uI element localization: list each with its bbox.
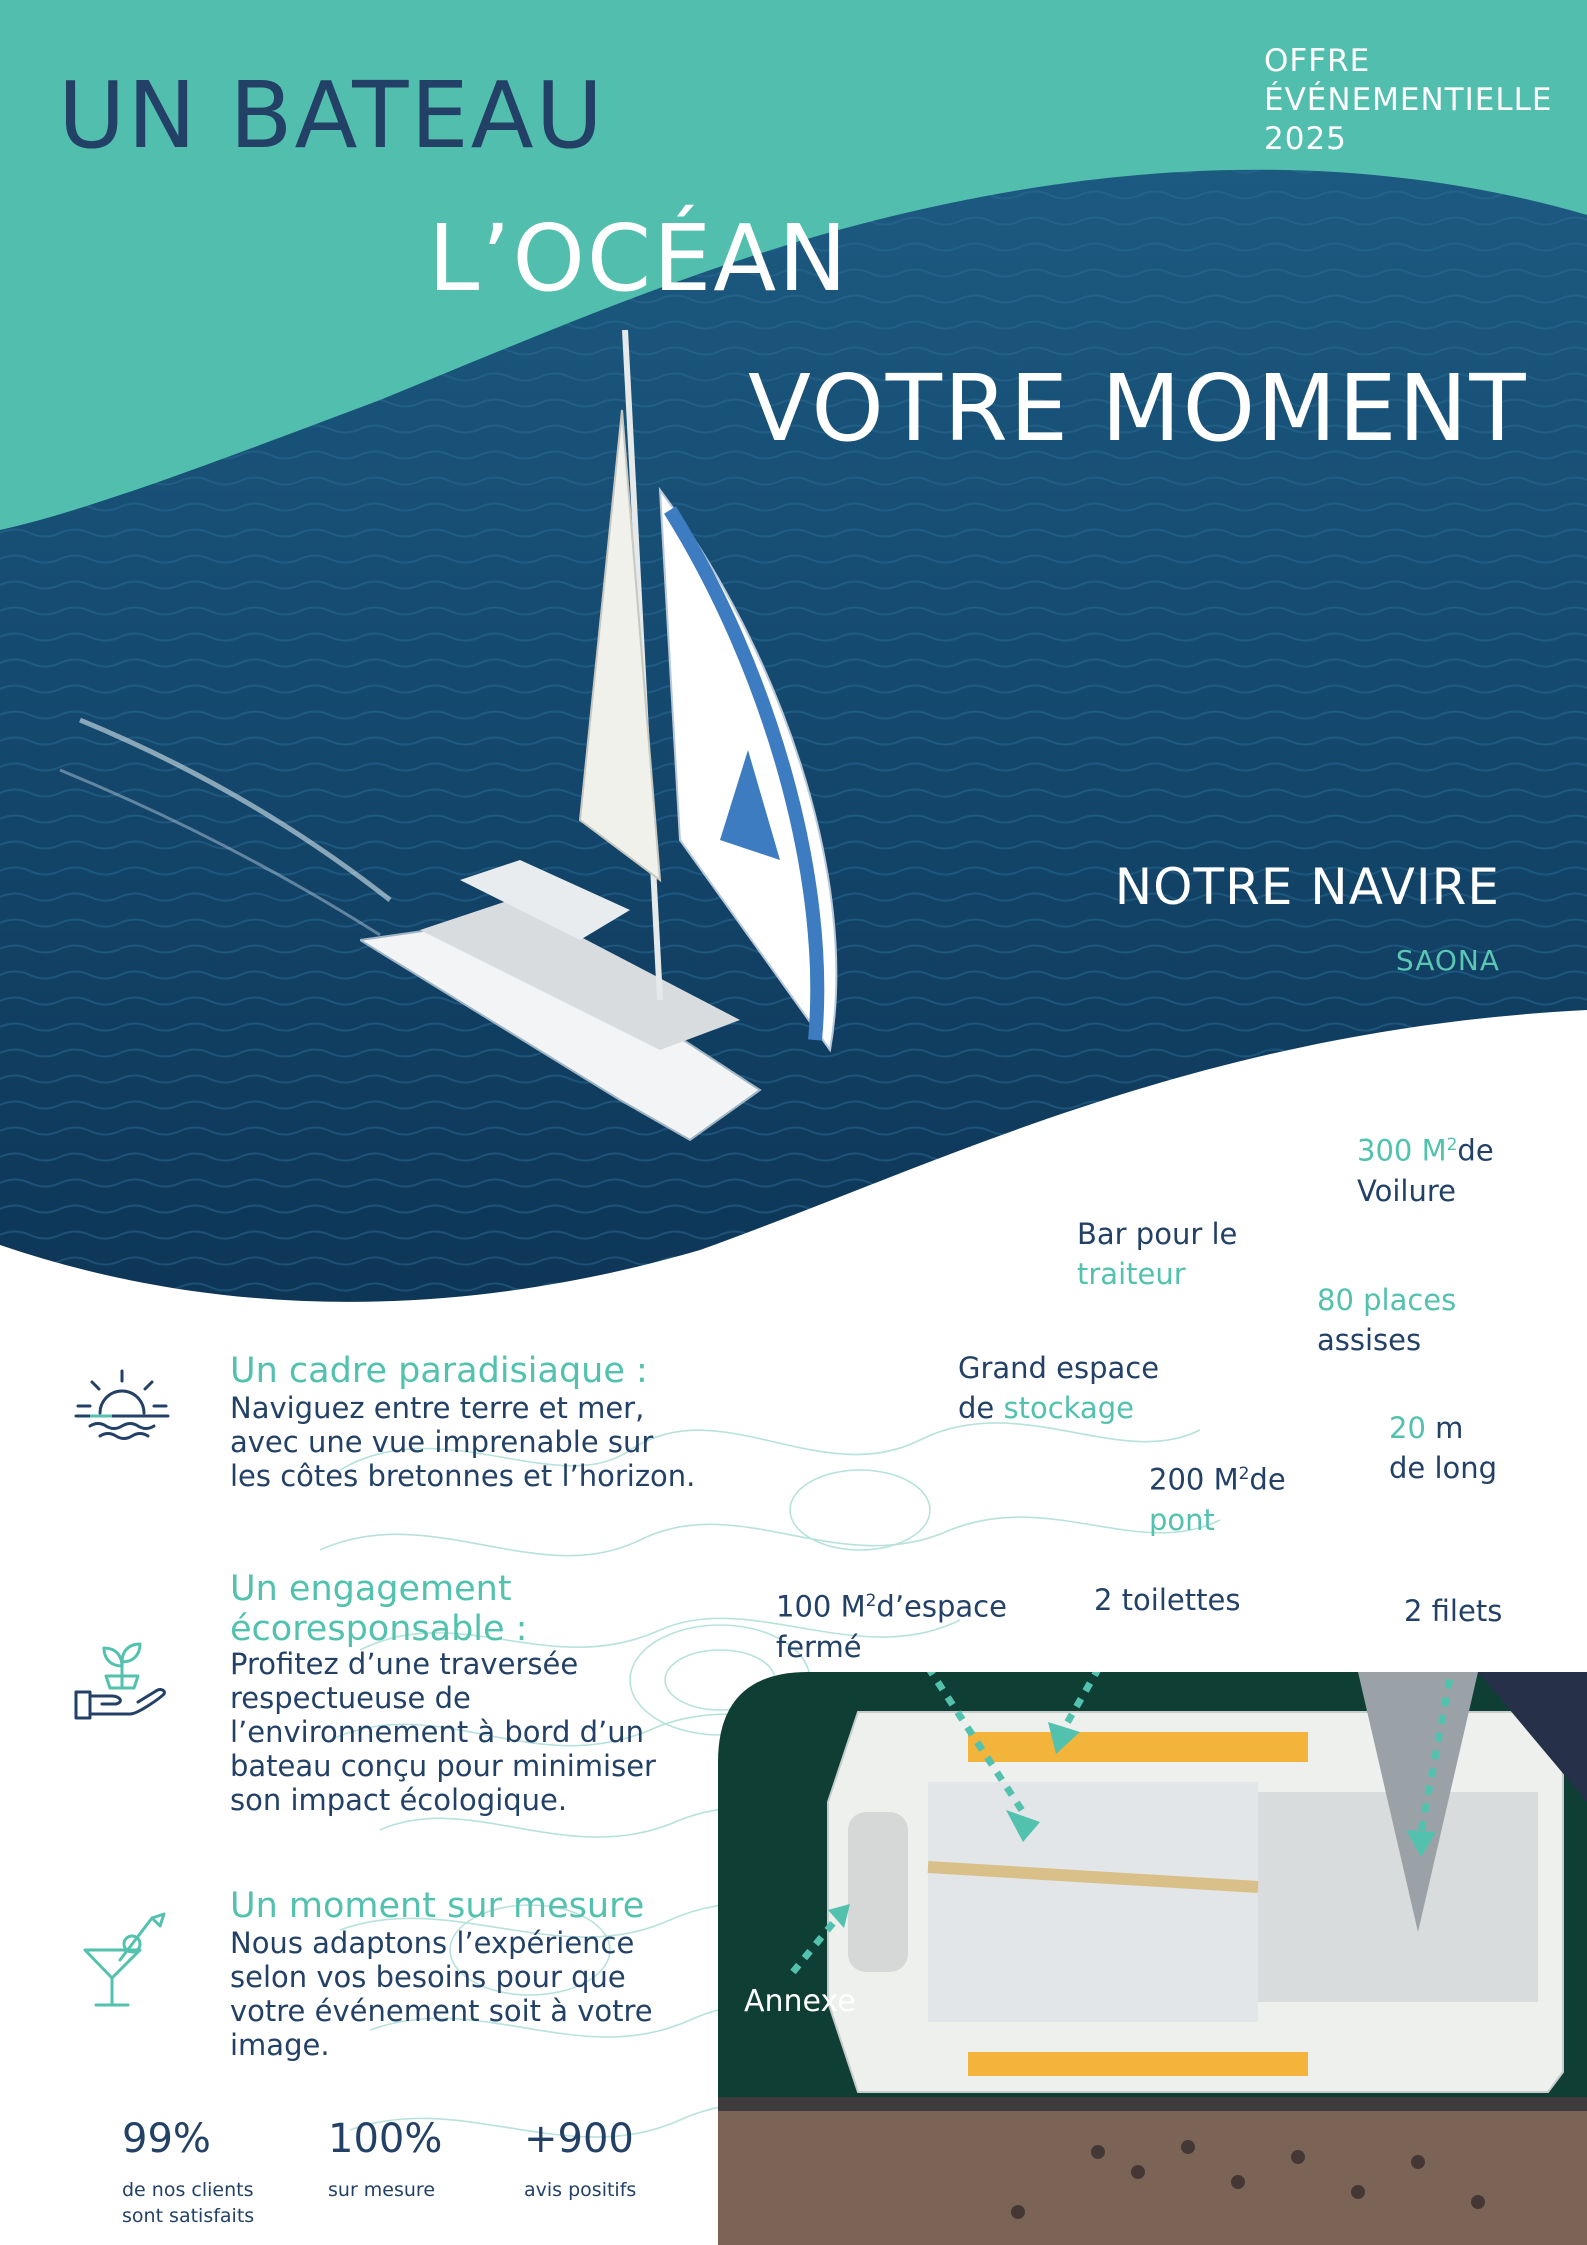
- stat-3-label: avis positifs: [524, 2179, 637, 2201]
- sunset-icon: [72, 1368, 172, 1448]
- headline-line-1: UN BATEAU: [58, 62, 605, 169]
- spec-places-value: 80 places: [1317, 1283, 1457, 1317]
- spec-ferme-value: 100 M: [776, 1589, 866, 1624]
- spec-pont-sup: 2: [1238, 1464, 1250, 1484]
- spec-voilure: [1357, 1125, 1494, 1211]
- cocktail-icon: [80, 1910, 170, 2010]
- stat-2-label: sur mesure: [328, 2179, 436, 2201]
- spec-annexe: Annexe: [744, 1984, 856, 2019]
- ship-section-title: NOTRE NAVIRE: [1114, 858, 1500, 916]
- offer-line-2: ÉVÉNEMENTIELLE: [1264, 82, 1553, 118]
- feature-3-title: Un moment sur mesure: [230, 1886, 645, 1926]
- spec-bar: [1077, 1214, 1237, 1294]
- spec-ferme-after: d’espace: [876, 1589, 1007, 1624]
- spec-pont-after: de: [1249, 1462, 1286, 1497]
- spec-longueur-value: 20: [1389, 1411, 1426, 1445]
- spec-pont-value: 200 M: [1149, 1462, 1239, 1497]
- spec-stockage: [958, 1348, 1159, 1428]
- spec-bar-accent: traiteur: [1077, 1257, 1186, 1291]
- ship-name: SAONA: [1395, 944, 1500, 977]
- spec-longueur: [1389, 1408, 1497, 1488]
- stat-1-label: de nos clients sont satisfaits: [122, 2179, 255, 2227]
- spec-ferme: [776, 1581, 1007, 1667]
- feature-1-body: Naviguez entre terre et mer, avec une vue imprenable sur les côtes bretonnes et l’horizon.: [230, 1391, 696, 1493]
- spec-voilure-sup: 2: [1446, 1135, 1458, 1155]
- plant-hand-icon: [72, 1636, 172, 1726]
- feature-3-body: Nous adaptons l’expérience selon vos besoins pour que votre événement soit à votre image.: [230, 1926, 653, 2062]
- spec-places-label: assises: [1317, 1323, 1422, 1357]
- spec-voilure-label: Voilure: [1357, 1173, 1456, 1208]
- spec-filets: 2 filets: [1404, 1594, 1503, 1628]
- spec-bar-line1: Bar pour le: [1077, 1217, 1238, 1251]
- spec-toilettes: 2 toilettes: [1094, 1583, 1241, 1617]
- spec-longueur-unit: m: [1425, 1411, 1464, 1445]
- spec-stockage-pre: de: [958, 1391, 1004, 1425]
- spec-stockage-accent: stockage: [1003, 1391, 1134, 1425]
- headline-line-3: VOTRE MOMENT: [748, 355, 1528, 462]
- spec-voilure-after: de: [1457, 1133, 1494, 1168]
- spec-ferme-label: fermé: [776, 1629, 862, 1664]
- offer-line-1: OFFRE: [1264, 43, 1371, 79]
- spec-longueur-label: de long: [1389, 1451, 1498, 1485]
- feature-2-title: Un engagement écoresponsable :: [230, 1569, 528, 1649]
- spec-ferme-sup: 2: [865, 1591, 877, 1611]
- spec-pont: [1149, 1454, 1286, 1540]
- offer-year: 2025: [1264, 121, 1347, 157]
- spec-pont-label: pont: [1149, 1502, 1215, 1537]
- aerial-boat-photo: [718, 1672, 1587, 2245]
- feature-1-title: Un cadre paradisiaque :: [230, 1351, 648, 1391]
- offer-label: [1264, 42, 1552, 159]
- spec-voilure-value: 300 M: [1357, 1133, 1447, 1168]
- spec-stockage-line1: Grand espace: [958, 1351, 1160, 1385]
- stat-1-value: 99%: [122, 2116, 211, 2162]
- stat-3-value: +900: [524, 2116, 634, 2162]
- headline-line-2: L’OCÉAN: [428, 205, 850, 312]
- spec-places: [1317, 1280, 1456, 1360]
- stat-2-value: 100%: [328, 2116, 443, 2162]
- feature-2-body: Profitez d’une traversée respectueuse de l’environnement à bord d’un bateau conçu pour minimiser son impact écologique.: [230, 1647, 656, 1817]
